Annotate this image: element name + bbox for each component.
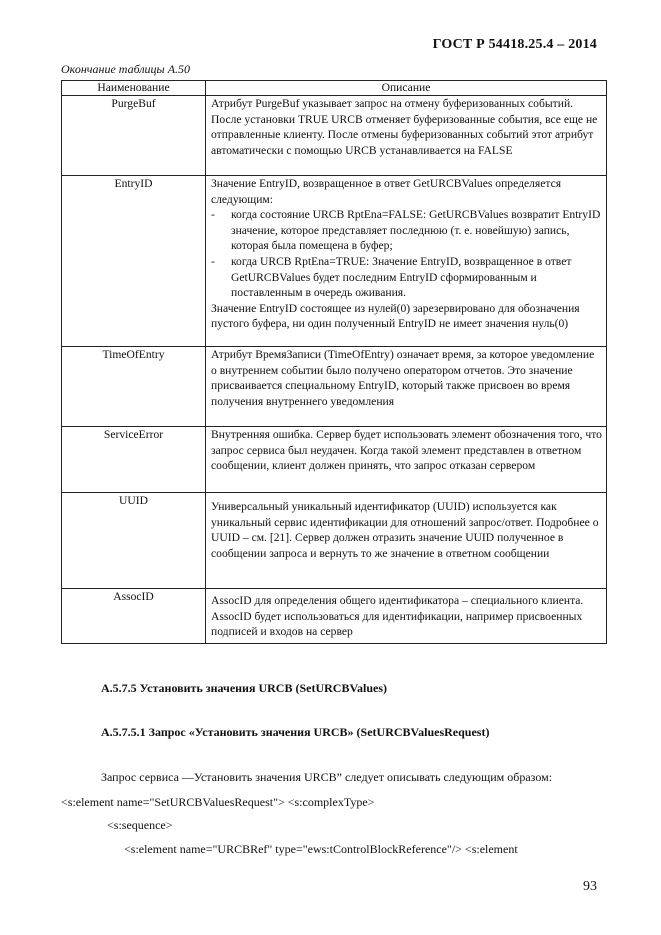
- attribute-description: Атрибут ВремяЗаписи (TimeOfEntry) означает время, за которое уведомление о внутреннем событии было получено оператором отчетов. Это значение присваивается специальному EntryID, который также присвоен во время получения внутреннего уведомления: [206, 347, 607, 427]
- code-line: <s:element name="URCBRef" type="ews:tControlBlockReference"/> <s:element: [124, 842, 518, 856]
- table-row: [62, 347, 607, 427]
- description-intro: Значение EntryID, возвращенное в ответ GetURCBValues определяется следующим:: [211, 177, 562, 206]
- subsection-heading: А.5.7.5.1 Запрос «Установить значения URCB» (SetURCBValuesRequest): [101, 725, 490, 739]
- list-item-text: когда состояние URCB RptEna=FALSE: GetURCBValues возвратит EntryID значение, которое представляет последнюю (т. е. новейшую) запись, которая была помещена в буфер;: [231, 208, 601, 253]
- attribute-name: ServiceError: [62, 427, 206, 493]
- bullet-marker: -: [211, 254, 215, 268]
- table-row: [62, 427, 607, 493]
- attribute-name: TimeOfEntry: [62, 347, 206, 427]
- document-header: ГОСТ Р 54418.25.4 – 2014: [432, 37, 597, 52]
- attribute-table: [61, 80, 607, 644]
- code-line: <s:sequence>: [107, 818, 173, 832]
- table-row: [62, 589, 607, 644]
- list-item: [211, 254, 602, 301]
- section-heading: А.5.7.5 Установить значения URCB (SetURCBValues): [101, 681, 388, 695]
- attribute-description: Внутренняя ошибка. Сервер будет использовать элемент обозначения того, что запрос сервиса был неудачен. Когда такой элемент представлен в ответном сообщении, клиент должен принять, что запрос отказан сервером: [206, 427, 607, 493]
- attribute-description: AssocID для определения общего идентификатора – специального клиента. AssocID будет использоваться для идентификации, например присвоенных подписей и входов на сервер: [206, 589, 607, 644]
- attribute-name: EntryID: [62, 176, 206, 347]
- attribute-name: UUID: [62, 493, 206, 589]
- list-item: [211, 207, 602, 254]
- table-row: [62, 176, 607, 347]
- attribute-description: Атрибут PurgeBuf указывает запрос на отмену буферизованных событий. После установки TRUE URCB отменяет буферизованные события, все еще не отправленные клиенту. После отмены буферизованных событий этот атрибут автоматически с помощью URCB устанавливается на FALSE: [206, 96, 607, 176]
- bullet-marker: -: [211, 208, 215, 222]
- body-paragraph: Запрос сервиса ―Установить значения URCB” следует описывать следующим образом:: [101, 770, 553, 784]
- column-header-description: Описание: [206, 81, 607, 96]
- attribute-name: AssocID: [62, 589, 206, 644]
- table-row: [62, 96, 607, 176]
- attribute-name: PurgeBuf: [62, 96, 206, 176]
- description-outro: Значение EntryID состоящее из нулей(0) зарезервировано для обозначения пустого буфера, ни один полученный EntryID не имеет значения нуль(0): [211, 301, 580, 331]
- table-caption: Окончание таблицы А.50: [61, 62, 191, 76]
- table-row: [62, 493, 607, 589]
- list-item-text: когда URCB RptEna=TRUE: Значение EntryID, возвращенное в ответ GetURCBValues будет последним EntryID сформированным и поставленным в очередь оживания.: [231, 254, 572, 300]
- page-number: 93: [583, 879, 597, 894]
- table-header-row: [62, 81, 607, 96]
- attribute-description: [206, 176, 607, 347]
- column-header-name: Наименование: [62, 81, 206, 96]
- code-line: <s:element name="SetURCBValuesRequest"> <s:complexType>: [61, 795, 375, 809]
- attribute-description: Универсальный уникальный идентификатор (UUID) используется как уникальный сервис идентификации для отношений запрос/ответ. Подробнее о UUID – см. [21]. Сервер должен отразить значение UUID полученное в сообщении запроса и вернуть то же значение в ответном сообщении: [206, 493, 607, 589]
